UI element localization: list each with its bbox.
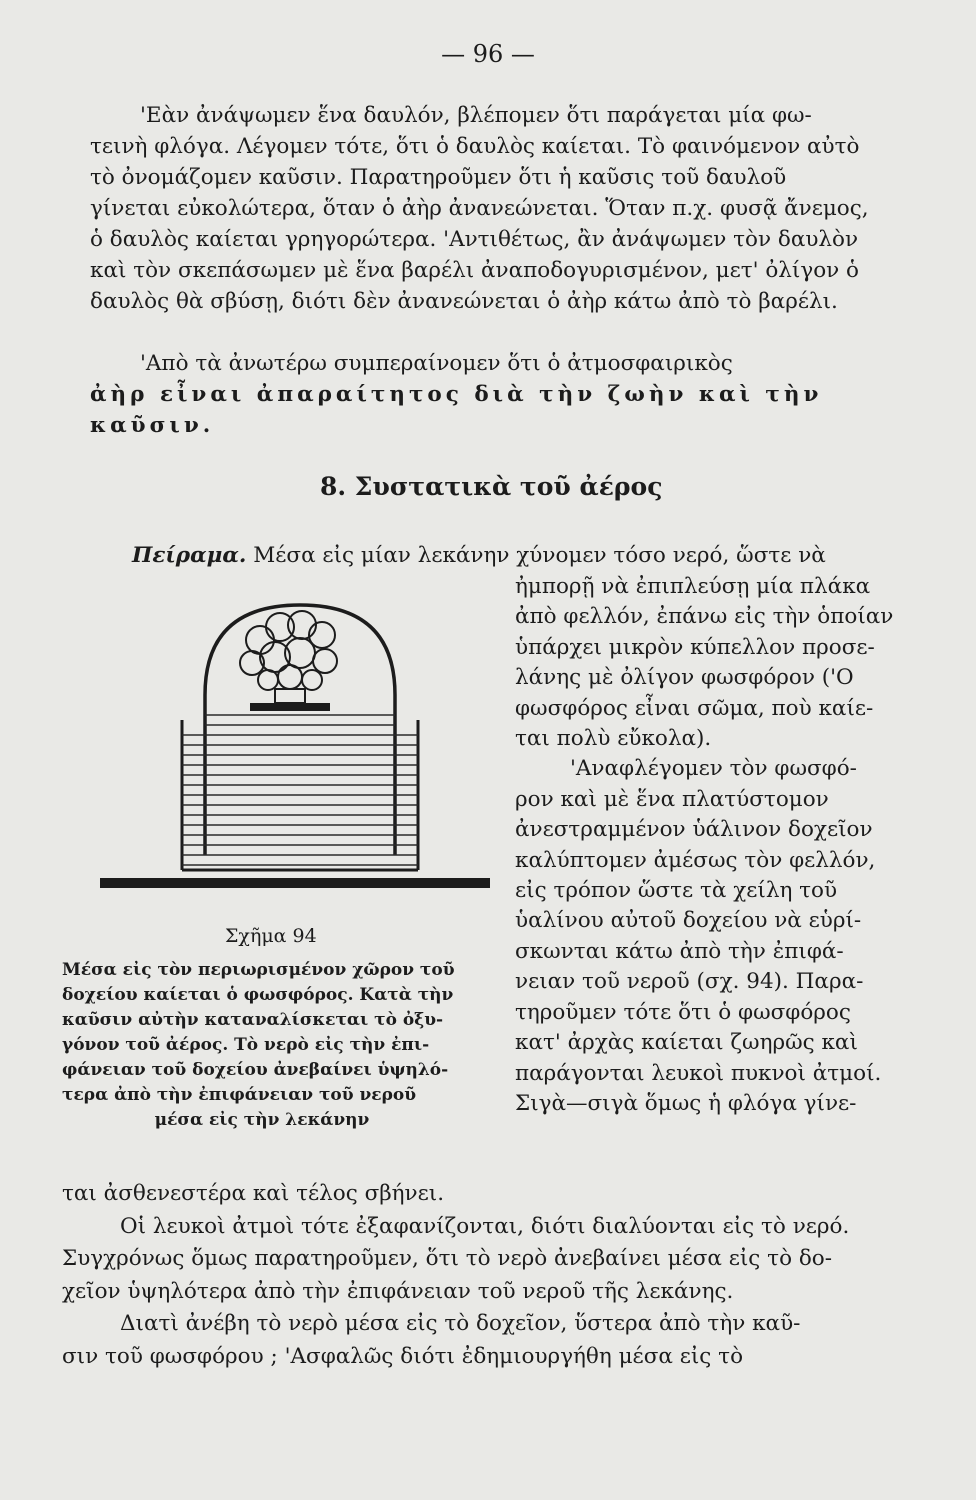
text-line: ἀνεστραμμένον ὑάλινον δοχεῖον (515, 817, 873, 843)
experiment-label: Πείραμα. (132, 543, 247, 568)
caption-line: τερα ἀπὸ τὴν ἐπιφάνειαν τοῦ νεροῦ (62, 1085, 417, 1105)
experiment-first-line (132, 540, 902, 571)
text-line: ὑαλίνου αὐτοῦ δοχείου νὰ εὑρί- (515, 908, 862, 934)
text-line-emphasis: ἀὴρ εἶναι ἀπαραίτητος διὰ τὴν ζωὴν καὶ τὴν (90, 382, 823, 407)
caption-line: φάνειαν τοῦ δοχείου ἀνεβαίνει ὑψηλό- (62, 1060, 449, 1080)
caption-line: Μέσα εἰς τὸν περιωρισμένον χῶρον τοῦ (62, 960, 455, 980)
caption-line: μέσα εἰς τὴν λεκάνην (154, 1110, 370, 1130)
text-line: εἰς τρόπον ὥστε τὰ χείλη τοῦ (515, 878, 838, 904)
text-line: τεινὴ φλόγα. Λέγομεν τότε, ὅτι ὁ δαυλὸς καίεται. Τὸ φαινόμενον αὐτὸ (90, 134, 860, 159)
bottom-paragraphs (62, 1178, 892, 1373)
phosphorus-cup (275, 689, 305, 703)
table-surface (100, 878, 490, 888)
text-line: ἠμπορῇ νὰ ἐπιπλεύσῃ μία πλάκα (515, 574, 871, 599)
experiment-line (132, 540, 902, 571)
section-heading: 8. Συστατικὰ τοῦ ἀέρος (320, 472, 663, 501)
text-line: λάνης μὲ ὀλίγον φωσφόρον ('Ο (515, 665, 854, 691)
experiment-first-text: Μέσα εἰς μίαν λεκάνην χύνομεν τόσο νερό, ὥστε νὰ (253, 543, 826, 568)
text-line: σκωνται κάτω ἀπὸ τὴν ἐπιφά- (515, 938, 844, 964)
page-number: — 96 — (441, 40, 535, 68)
text-line-emphasis: καῦσιν. (90, 413, 215, 438)
text-line: φωσφόρος εἶναι σῶμα, ποὺ καίε- (515, 695, 874, 721)
text-line: γίνεται εὐκολώτερα, ὅταν ὁ ἀὴρ ἀνανεώνεται. Ὅταν π.χ. φυσᾷ ἄνεμος, (90, 196, 869, 221)
text-line: καὶ τὸν σκεπάσωμεν μὲ ἕνα βαρέλι ἀναποδογυρισμένον, μετ' ὀλίγον ὁ (90, 258, 860, 283)
cork-plate (250, 703, 330, 711)
text-line: καλύπτομεν ἀμέσως τὸν φελλόν, (515, 847, 876, 873)
text-line: τηροῦμεν τότε ὅτι ὁ φωσφόρος (515, 999, 851, 1025)
figure-94-illustration (100, 585, 490, 895)
text-line: Σιγὰ—σιγὰ ὅμως ἡ φλόγα γίνε- (515, 1090, 857, 1116)
caption-line: καῦσιν αὐτὴν καταναλίσκεται τὸ ὀξυ- (62, 1010, 444, 1030)
text-line: 'Εὰν ἀνάψωμεν ἕνα δαυλόν, βλέπομεν ὅτι παράγεται μία φω- (140, 103, 812, 128)
text-line: Διατὶ ἀνέβη τὸ νερὸ μέσα εἰς τὸ δοχεῖον, ὕστερα ἀπὸ τὴν καῦ- (120, 1311, 801, 1336)
text-line: 'Απὸ τὰ ἀνωτέρω συμπεραίνομεν ὅτι ὁ ἀτμοσφαιρικὸς (140, 351, 733, 376)
text-line: σιν τοῦ φωσφόρου ; 'Ασφαλῶς διότι ἐδημιουργήθη μέσα εἰς τὸ (62, 1343, 744, 1369)
paragraph-conclusion (90, 348, 895, 441)
figure-title: Σχῆμα 94 (225, 925, 317, 947)
text-line: ὑπάρχει μικρὸν κύπελλον προσε- (515, 634, 875, 660)
text-line: ρον καὶ μὲ ἕνα πλατύστομον (515, 786, 829, 812)
text-line: 'Αναφλέγομεν τὸν φωσφό- (570, 756, 857, 782)
text-line: κατ' ἀρχὰς καίεται ζωηρῶς καὶ (515, 1030, 858, 1056)
caption-line: δοχείου καίεται ὁ φωσφόρος. Κατὰ τὴν (62, 985, 454, 1005)
right-column-text (515, 572, 900, 1119)
water-lines (182, 715, 418, 865)
text-line: ἀπὸ φελλόν, ἐπάνω εἰς τὴν ὁποίαν (515, 604, 894, 630)
text-line: παράγονται λευκοὶ πυκνοὶ ἀτμοί. (515, 1060, 882, 1086)
text-line: χεῖον ὑψηλότερα ἀπὸ τὴν ἐπιφάνειαν τοῦ νεροῦ τῆς λεκάνης. (62, 1278, 734, 1304)
smoke-cloud (240, 611, 337, 690)
figure-caption (62, 958, 462, 1133)
inverted-jar (205, 605, 395, 855)
text-line: Οἱ λευκοὶ ἀτμοὶ τότε ἐξαφανίζονται, διότι διαλύονται εἰς τὸ νερό. (120, 1213, 850, 1239)
text-line: ται ἀσθενεστέρα καὶ τέλος σβήνει. (62, 1181, 445, 1206)
text-line: δαυλὸς θὰ σβύσῃ, διότι δὲν ἀνανεώνεται ὁ ἀὴρ κάτω ἀπὸ τὸ βαρέλι. (90, 289, 838, 314)
text-line: ται πολὺ εὔκολα). (515, 726, 712, 752)
text-line: Συγχρόνως ὅμως παρατηροῦμεν, ὅτι τὸ νερὸ ἀνεβαίνει μέσα εἰς τὸ δο- (62, 1246, 833, 1271)
caption-line: γόνον τοῦ ἀέρος. Τὸ νερὸ εἰς τὴν ἐπι- (62, 1035, 430, 1055)
text-line: τὸ ὀνομάζομεν καῦσιν. Παρατηροῦμεν ὅτι ἡ καῦσις τοῦ δαυλοῦ (90, 165, 787, 190)
text-line: νειαν τοῦ νεροῦ (σχ. 94). Παρα- (515, 969, 864, 995)
text-line: ὁ δαυλὸς καίεται γρηγορώτερα. 'Αντιθέτως, ἂν ἀνάψωμεν τὸν δαυλὸν (90, 227, 859, 252)
paragraph-combustion (90, 100, 895, 317)
